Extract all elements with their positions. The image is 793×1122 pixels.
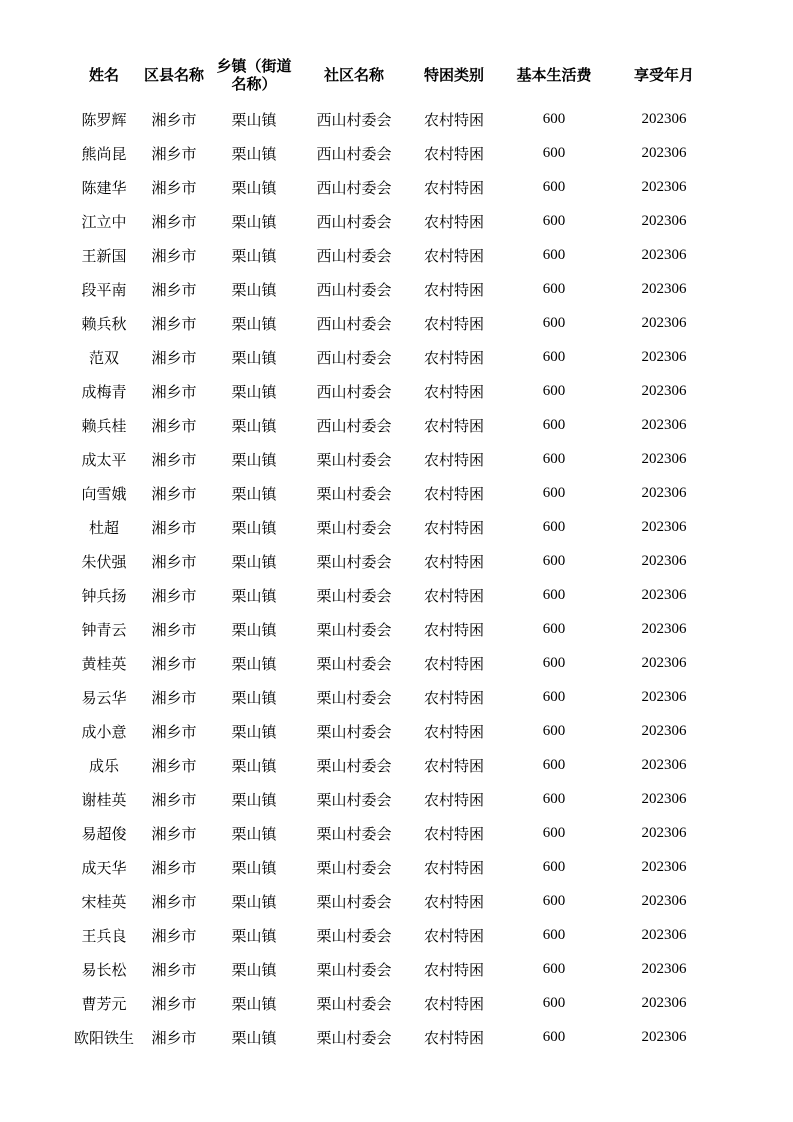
cell-category: 农村特困: [423, 586, 484, 605]
cell-county: 湘乡市: [151, 348, 197, 367]
cell-start-month: 202306: [641, 246, 687, 263]
cell-community: 栗山村委会: [316, 926, 392, 945]
cell-township: 栗山镇: [231, 178, 277, 197]
cell-community: 栗山村委会: [316, 450, 392, 469]
cell-county: 湘乡市: [151, 586, 197, 605]
cell-township: 栗山镇: [231, 484, 277, 503]
cell-name: 赖兵桂: [81, 416, 127, 435]
cell-name: 成梅青: [81, 382, 127, 401]
cell-township: 栗山镇: [231, 620, 277, 639]
cell-township: 栗山镇: [231, 416, 277, 435]
cell-community: 西山村委会: [316, 416, 392, 435]
cell-start-month: 202306: [641, 994, 687, 1011]
table-body: [64, 102, 724, 1054]
cell-township: 栗山镇: [231, 450, 277, 469]
table-row: [64, 170, 724, 204]
cell-start-month: 202306: [641, 110, 687, 127]
table-row: [64, 816, 724, 850]
cell-name: 易超俊: [81, 824, 127, 843]
cell-community: 西山村委会: [316, 348, 392, 367]
cell-name: 黄桂英: [81, 654, 127, 673]
cell-county: 湘乡市: [151, 722, 197, 741]
table-row: [64, 544, 724, 578]
table-row: [64, 714, 724, 748]
cell-township: 栗山镇: [231, 246, 277, 265]
cell-category: 农村特困: [423, 688, 484, 707]
cell-county: 湘乡市: [151, 1028, 197, 1047]
cell-living-allowance: 600: [542, 892, 566, 909]
cell-township: 栗山镇: [231, 144, 277, 163]
cell-name: 杜超: [88, 518, 119, 537]
cell-county: 湘乡市: [151, 892, 197, 911]
cell-category: 农村特困: [423, 144, 484, 163]
cell-community: 西山村委会: [316, 144, 392, 163]
cell-start-month: 202306: [641, 790, 687, 807]
cell-name: 钟青云: [81, 620, 127, 639]
cell-start-month: 202306: [641, 722, 687, 739]
cell-name: 王新国: [81, 246, 127, 265]
table-row: [64, 306, 724, 340]
cell-living-allowance: 600: [542, 858, 566, 875]
cell-start-month: 202306: [641, 824, 687, 841]
cell-name: 成太平: [81, 450, 127, 469]
cell-community: 西山村委会: [316, 280, 392, 299]
cell-township: 栗山镇: [231, 382, 277, 401]
cell-living-allowance: 600: [542, 994, 566, 1011]
cell-category: 农村特困: [423, 824, 484, 843]
cell-community: 栗山村委会: [316, 1028, 392, 1047]
cell-township: 栗山镇: [231, 280, 277, 299]
cell-living-allowance: 600: [542, 824, 566, 841]
cell-living-allowance: 600: [542, 484, 566, 501]
table-row: [64, 680, 724, 714]
table-row: [64, 1020, 724, 1054]
table-row: [64, 748, 724, 782]
cell-county: 湘乡市: [151, 960, 197, 979]
table-row: [64, 102, 724, 136]
cell-community: 栗山村委会: [316, 824, 392, 843]
cell-township: 栗山镇: [231, 722, 277, 741]
cell-community: 栗山村委会: [316, 756, 392, 775]
cell-county: 湘乡市: [151, 178, 197, 197]
cell-county: 湘乡市: [151, 824, 197, 843]
cell-township: 栗山镇: [231, 756, 277, 775]
cell-category: 农村特困: [423, 518, 484, 537]
cell-living-allowance: 600: [542, 552, 566, 569]
cell-living-allowance: 600: [542, 688, 566, 705]
cell-community: 栗山村委会: [316, 620, 392, 639]
table-row: [64, 986, 724, 1020]
cell-category: 农村特困: [423, 314, 484, 333]
table-row: [64, 884, 724, 918]
cell-county: 湘乡市: [151, 552, 197, 571]
header-living-allowance: 基本生活费: [516, 66, 592, 84]
cell-name: 王兵良: [81, 926, 127, 945]
table-row: [64, 952, 724, 986]
table-row: [64, 612, 724, 646]
cell-township: 栗山镇: [231, 926, 277, 945]
table-header-row: [64, 52, 724, 98]
cell-community: 西山村委会: [316, 178, 392, 197]
cell-community: 栗山村委会: [316, 654, 392, 673]
cell-living-allowance: 600: [542, 654, 566, 671]
cell-name: 钟兵扬: [81, 586, 127, 605]
table-row: [64, 374, 724, 408]
cell-county: 湘乡市: [151, 416, 197, 435]
cell-name: 曹芳元: [81, 994, 127, 1013]
header-start-month: 享受年月: [633, 66, 694, 84]
cell-township: 栗山镇: [231, 824, 277, 843]
cell-county: 湘乡市: [151, 144, 197, 163]
table-row: [64, 272, 724, 306]
cell-township: 栗山镇: [231, 348, 277, 367]
cell-living-allowance: 600: [542, 314, 566, 331]
cell-living-allowance: 600: [542, 586, 566, 603]
cell-start-month: 202306: [641, 620, 687, 637]
table-row: [64, 476, 724, 510]
cell-county: 湘乡市: [151, 654, 197, 673]
cell-start-month: 202306: [641, 756, 687, 773]
cell-township: 栗山镇: [231, 654, 277, 673]
cell-start-month: 202306: [641, 552, 687, 569]
cell-start-month: 202306: [641, 382, 687, 399]
cell-township: 栗山镇: [231, 518, 277, 537]
cell-county: 湘乡市: [151, 620, 197, 639]
cell-county: 湘乡市: [151, 382, 197, 401]
cell-community: 西山村委会: [316, 382, 392, 401]
cell-start-month: 202306: [641, 212, 687, 229]
table-row: [64, 850, 724, 884]
cell-community: 栗山村委会: [316, 518, 392, 537]
cell-living-allowance: 600: [542, 756, 566, 773]
cell-community: 栗山村委会: [316, 790, 392, 809]
cell-category: 农村特困: [423, 994, 484, 1013]
header-name: 姓名: [88, 66, 119, 84]
cell-community: 栗山村委会: [316, 960, 392, 979]
cell-living-allowance: 600: [542, 280, 566, 297]
cell-township: 栗山镇: [231, 960, 277, 979]
table-row: [64, 204, 724, 238]
cell-start-month: 202306: [641, 348, 687, 365]
cell-category: 农村特困: [423, 620, 484, 639]
cell-county: 湘乡市: [151, 212, 197, 231]
cell-living-allowance: 600: [542, 144, 566, 161]
cell-community: 栗山村委会: [316, 484, 392, 503]
cell-name: 成天华: [81, 858, 127, 877]
cell-living-allowance: 600: [542, 620, 566, 637]
cell-start-month: 202306: [641, 1028, 687, 1045]
cell-name: 朱伏强: [81, 552, 127, 571]
cell-start-month: 202306: [641, 144, 687, 161]
cell-category: 农村特困: [423, 382, 484, 401]
cell-start-month: 202306: [641, 314, 687, 331]
cell-county: 湘乡市: [151, 756, 197, 775]
cell-township: 栗山镇: [231, 314, 277, 333]
cell-living-allowance: 600: [542, 926, 566, 943]
cell-living-allowance: 600: [542, 212, 566, 229]
cell-county: 湘乡市: [151, 994, 197, 1013]
cell-community: 西山村委会: [316, 246, 392, 265]
cell-start-month: 202306: [641, 518, 687, 535]
cell-community: 栗山村委会: [316, 722, 392, 741]
cell-start-month: 202306: [641, 858, 687, 875]
cell-county: 湘乡市: [151, 688, 197, 707]
cell-community: 西山村委会: [316, 212, 392, 231]
cell-community: 栗山村委会: [316, 552, 392, 571]
cell-township: 栗山镇: [231, 552, 277, 571]
cell-living-allowance: 600: [542, 518, 566, 535]
cell-start-month: 202306: [641, 450, 687, 467]
header-category: 特困类别: [423, 66, 484, 84]
cell-county: 湘乡市: [151, 110, 197, 129]
cell-county: 湘乡市: [151, 450, 197, 469]
cell-start-month: 202306: [641, 688, 687, 705]
cell-category: 农村特困: [423, 280, 484, 299]
cell-living-allowance: 600: [542, 416, 566, 433]
cell-community: 西山村委会: [316, 110, 392, 129]
cell-category: 农村特困: [423, 1028, 484, 1047]
cell-living-allowance: 600: [542, 382, 566, 399]
cell-county: 湘乡市: [151, 246, 197, 265]
cell-start-month: 202306: [641, 280, 687, 297]
cell-name: 陈建华: [81, 178, 127, 197]
cell-name: 江立中: [81, 212, 127, 231]
header-community: 社区名称: [323, 66, 384, 84]
table-row: [64, 646, 724, 680]
cell-start-month: 202306: [641, 892, 687, 909]
cell-name: 成乐: [88, 756, 119, 775]
relief-recipient-table: [64, 52, 724, 1054]
cell-category: 农村特困: [423, 178, 484, 197]
cell-name: 欧阳铁生: [73, 1028, 134, 1047]
cell-township: 栗山镇: [231, 790, 277, 809]
table-row: [64, 340, 724, 374]
cell-name: 段平南: [81, 280, 127, 299]
cell-name: 熊尚昆: [81, 144, 127, 163]
table-row: [64, 782, 724, 816]
cell-category: 农村特困: [423, 450, 484, 469]
cell-category: 农村特困: [423, 722, 484, 741]
cell-category: 农村特困: [423, 110, 484, 129]
cell-category: 农村特困: [423, 348, 484, 367]
cell-category: 农村特困: [423, 246, 484, 265]
cell-living-allowance: 600: [542, 790, 566, 807]
cell-start-month: 202306: [641, 654, 687, 671]
cell-start-month: 202306: [641, 484, 687, 501]
cell-category: 农村特困: [423, 212, 484, 231]
cell-living-allowance: 600: [542, 1028, 566, 1045]
cell-community: 栗山村委会: [316, 858, 392, 877]
cell-county: 湘乡市: [151, 484, 197, 503]
cell-living-allowance: 600: [542, 246, 566, 263]
cell-category: 农村特困: [423, 654, 484, 673]
cell-township: 栗山镇: [231, 110, 277, 129]
table-row: [64, 442, 724, 476]
cell-category: 农村特困: [423, 858, 484, 877]
cell-township: 栗山镇: [231, 586, 277, 605]
cell-category: 农村特困: [423, 926, 484, 945]
cell-community: 栗山村委会: [316, 586, 392, 605]
cell-county: 湘乡市: [151, 926, 197, 945]
cell-category: 农村特困: [423, 756, 484, 775]
cell-name: 陈罗辉: [81, 110, 127, 129]
cell-community: 栗山村委会: [316, 688, 392, 707]
cell-start-month: 202306: [641, 960, 687, 977]
cell-township: 栗山镇: [231, 858, 277, 877]
cell-start-month: 202306: [641, 416, 687, 433]
cell-county: 湘乡市: [151, 280, 197, 299]
cell-name: 范双: [88, 348, 119, 367]
cell-name: 成小意: [81, 722, 127, 741]
cell-name: 易云华: [81, 688, 127, 707]
cell-county: 湘乡市: [151, 314, 197, 333]
table-row: [64, 238, 724, 272]
table-row: [64, 918, 724, 952]
cell-category: 农村特困: [423, 552, 484, 571]
cell-township: 栗山镇: [231, 1028, 277, 1047]
cell-category: 农村特困: [423, 960, 484, 979]
cell-name: 向雪娥: [81, 484, 127, 503]
cell-name: 赖兵秋: [81, 314, 127, 333]
cell-community: 栗山村委会: [316, 892, 392, 911]
cell-township: 栗山镇: [231, 212, 277, 231]
cell-category: 农村特困: [423, 790, 484, 809]
cell-township: 栗山镇: [231, 994, 277, 1013]
cell-county: 湘乡市: [151, 790, 197, 809]
cell-community: 西山村委会: [316, 314, 392, 333]
cell-start-month: 202306: [641, 586, 687, 603]
table-row: [64, 510, 724, 544]
cell-living-allowance: 600: [542, 178, 566, 195]
cell-category: 农村特困: [423, 484, 484, 503]
cell-name: 谢桂英: [81, 790, 127, 809]
header-township: 乡镇（街道 名称）: [216, 57, 292, 93]
cell-category: 农村特困: [423, 892, 484, 911]
cell-living-allowance: 600: [542, 960, 566, 977]
cell-start-month: 202306: [641, 926, 687, 943]
table-row: [64, 578, 724, 612]
table-row: [64, 408, 724, 442]
cell-township: 栗山镇: [231, 892, 277, 911]
cell-living-allowance: 600: [542, 722, 566, 739]
header-county: 区县名称: [144, 66, 205, 84]
cell-living-allowance: 600: [542, 348, 566, 365]
cell-county: 湘乡市: [151, 518, 197, 537]
cell-name: 易长松: [81, 960, 127, 979]
cell-category: 农村特困: [423, 416, 484, 435]
cell-start-month: 202306: [641, 178, 687, 195]
cell-township: 栗山镇: [231, 688, 277, 707]
cell-living-allowance: 600: [542, 110, 566, 127]
cell-name: 宋桂英: [81, 892, 127, 911]
table-row: [64, 136, 724, 170]
cell-living-allowance: 600: [542, 450, 566, 467]
cell-county: 湘乡市: [151, 858, 197, 877]
cell-community: 栗山村委会: [316, 994, 392, 1013]
